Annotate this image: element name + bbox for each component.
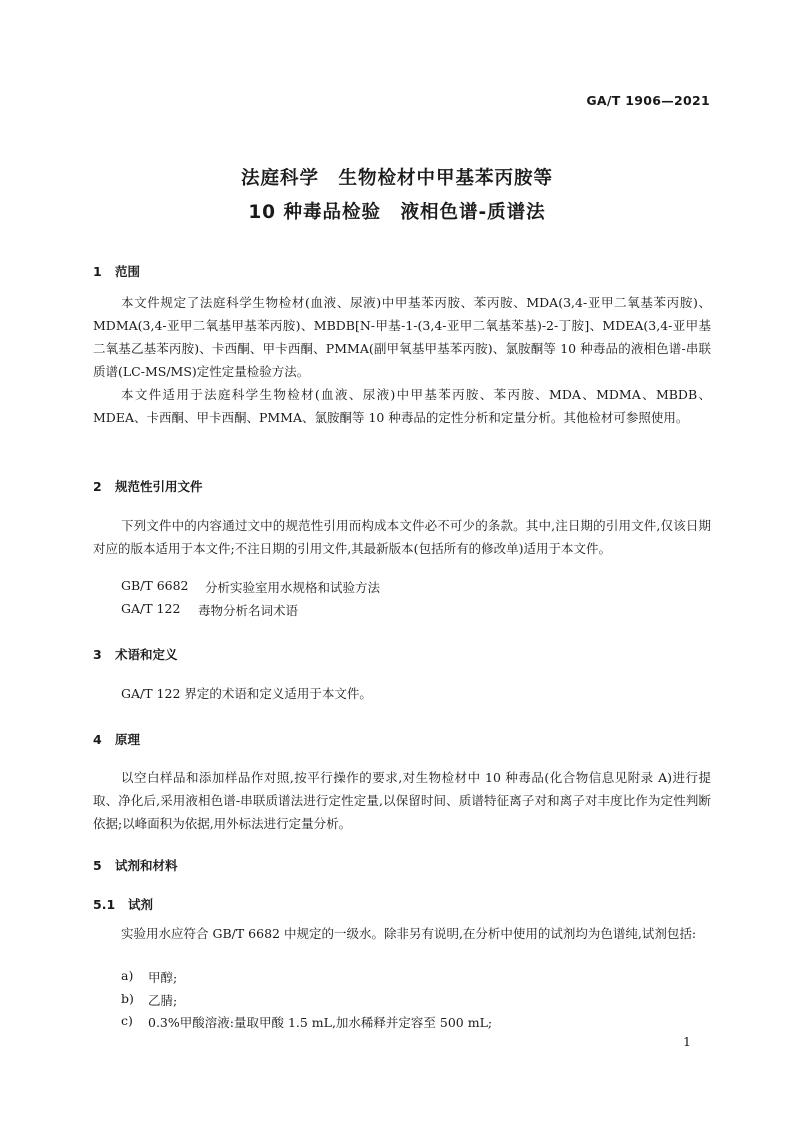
section-number: 5.1 (93, 897, 116, 912)
list-item-label: a) (121, 968, 134, 983)
list-item-text: 甲醇; (148, 970, 178, 985)
section-1-paragraph-2: 本文件适用于法庭科学生物检材(血液、尿液)中甲基苯丙胺、苯丙胺、MDA、MDMA、MBDB、MDEA、卡西酮、甲卡西酮、PMMA、氯胺酮等 10 种毒品的定性分析和定量分析。其他检材可参照使用。 (93, 387, 711, 425)
section-title: 原理 (115, 732, 141, 747)
section-number: 3 (93, 647, 102, 662)
section-number: 1 (93, 264, 102, 279)
list-item-label: b) (121, 991, 134, 1006)
section-2-paragraph-1: 下列文件中的内容通过文中的规范性引用而构成本文件必不可少的条款。其中,注日期的引用文件,仅该日期对应的版本适用于本文件;不注日期的引用文件,其最新版本(包括所有的修改单)适用于本文件。 (93, 518, 711, 556)
section-number: 2 (93, 479, 102, 494)
section-title: 规范性引用文件 (115, 479, 203, 494)
page-number: 1 (683, 1034, 691, 1049)
document-title-line-1: 法庭科学 生物检材中甲基苯丙胺等 (240, 168, 553, 189)
section-4-heading (93, 730, 140, 748)
reference-code: GB/T 6682 (121, 578, 189, 593)
reference-name: 毒物分析名词术语 (198, 603, 299, 618)
list-item-label: c) (121, 1013, 133, 1028)
section-title: 试剂和材料 (115, 858, 178, 873)
reference-code: GA/T 122 (121, 601, 181, 616)
section-4-paragraph-1: 以空白样品和添加样品作对照,按平行操作的要求,对生物检材中 10 种毒品(化合物信息见附录 A)进行提取、净化后,采用液相色谱-串联质谱法进行定性定量,以保留时间、质谱特征离子对和离子对丰度比作为定性判断依据;以峰面积为依据,用外标法进行定量分析。 (93, 770, 711, 831)
section-1-paragraph-1: 本文件规定了法庭科学生物检材(血液、尿液)中甲基苯丙胺、苯丙胺、MDA(3,4-亚甲二氧基苯丙胺)、MDMA(3,4-亚甲二氧基甲基苯丙胺)、MBDB[N-甲基-1-(3,4-亚甲二氧基苯基)-2-丁胺]、MDEA(3,4-亚甲基二氧基乙基苯丙胺)、卡西酮、甲卡西酮、PMMA(副甲氧基甲基苯丙胺)、氯胺酮等 10 种毒品的液相色谱-串联质谱(LC-MS/MS)定性定量检验方法。 (93, 295, 711, 379)
reference-name: 分析实验室用水规格和试验方法 (205, 580, 381, 595)
section-5-heading (93, 856, 178, 874)
section-title: 术语和定义 (115, 647, 178, 662)
section-3-heading (93, 645, 178, 663)
section-5-1-heading (93, 895, 153, 913)
document-title-line-2: 10 种毒品检验 液相色谱-质谱法 (248, 202, 546, 223)
section-title: 范围 (115, 264, 141, 279)
section-title: 试剂 (128, 897, 154, 912)
section-3-paragraph-1: GA/T 122 界定的术语和定义适用于本文件。 (121, 686, 372, 701)
list-item-text: 乙腈; (148, 993, 178, 1008)
section-2-heading (93, 477, 203, 495)
section-1-heading (93, 262, 140, 280)
section-5-1-paragraph-1: 实验用水应符合 GB/T 6682 中规定的一级水。除非另有说明,在分析中使用的试剂均为色谱纯,试剂包括: (121, 926, 697, 941)
standard-code: GA/T 1906—2021 (586, 93, 710, 108)
section-number: 5 (93, 858, 102, 873)
section-number: 4 (93, 732, 102, 747)
list-item-text: 0.3%甲酸溶液:量取甲酸 1.5 mL,加水稀释并定容至 500 mL; (148, 1015, 493, 1030)
